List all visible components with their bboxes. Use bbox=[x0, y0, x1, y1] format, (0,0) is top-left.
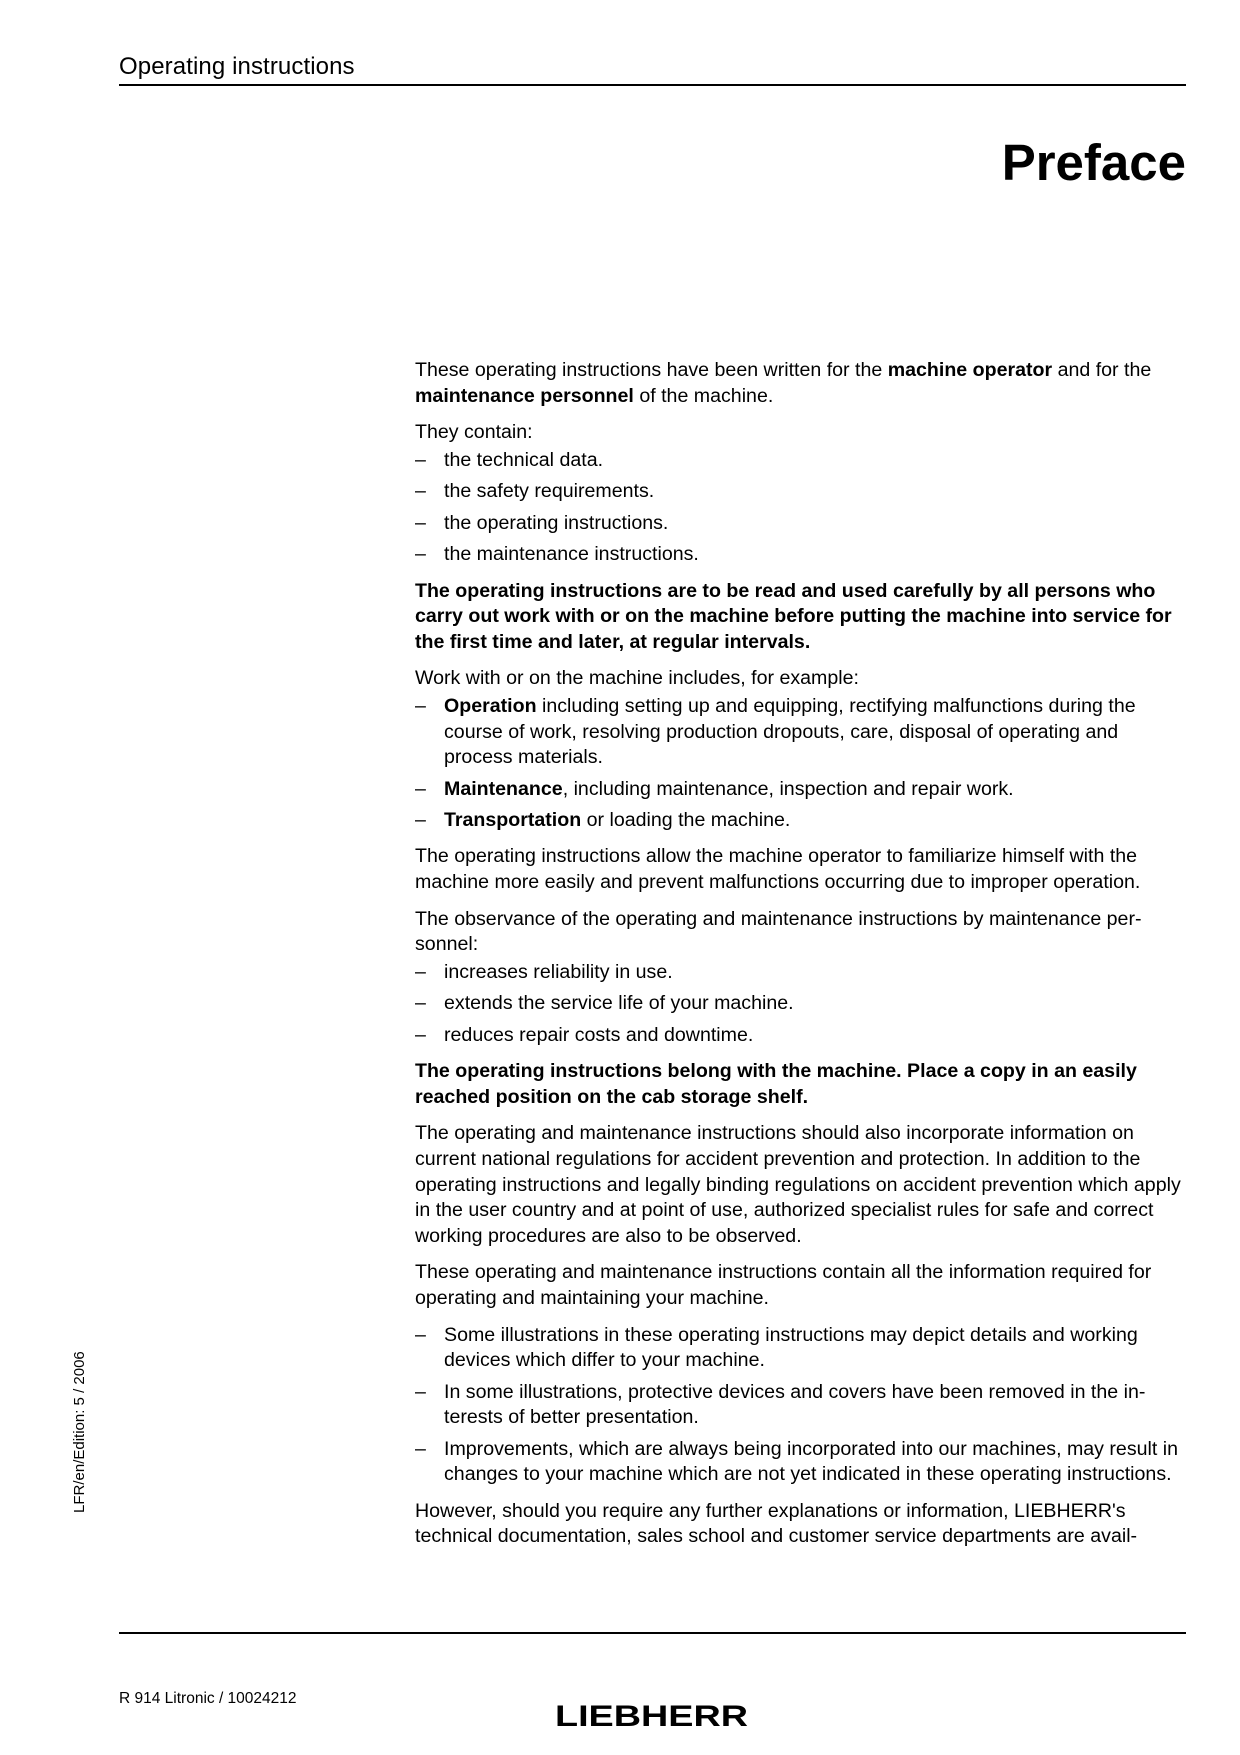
illustrations-list bbox=[415, 1323, 1190, 1488]
work-includes-lead: Work with or on the machine includes, for example: bbox=[415, 667, 859, 690]
document-id: R 914 Litronic / 10024212 bbox=[119, 1690, 297, 1707]
footer-rule bbox=[119, 1632, 1186, 1634]
information-paragraph: These operating and maintenance instructions contain all the information required for operating and maintaining your machine. bbox=[415, 1261, 1152, 1309]
regulations-paragraph: The operating and maintenance instructions should also incorporate information on current national regulations for accident prevention and protection. In addition to the operating instructions and legally binding regulations on accident prevention which apply in the user country and at point of use, authorized specialist rules for safe and correct working procedures are also to be observed. bbox=[415, 1122, 1181, 1247]
familiarize-paragraph: The operating instructions allow the machine operator to familiarize himself with the machine more easily and prevent malfunctions occurring due to improper operation. bbox=[415, 845, 1141, 894]
contents-list bbox=[415, 448, 1190, 568]
intro-paragraph: These operating instructions have been written for the machine operator and for the maintenance personnel of the machine. bbox=[415, 359, 1152, 407]
benefits-list bbox=[415, 960, 1190, 1048]
list-item: – Improvements, which are always being incorporated into our machines, may result in changes to your machine which are not yet indicated in these operating instructions. bbox=[415, 1437, 1179, 1486]
copy-placement-notice: The operating instructions belong with the machine. Place a copy in an easily reached position on the cab storage shelf. bbox=[415, 1060, 1137, 1108]
preface-body bbox=[415, 358, 1190, 1561]
page-title: Preface bbox=[1001, 134, 1186, 191]
read-carefully-notice: The operating instructions are to be read and used carefully by all persons who carry out work with or on the machine before putting the machine into service for the first time and later, at regular intervals. bbox=[415, 579, 1172, 653]
list-item: – the operating instructions. bbox=[415, 511, 669, 534]
list-item: – Transportation or loading the machine. bbox=[415, 808, 791, 831]
edition-note: LFR/en/Edition: 5 / 2006 bbox=[71, 1351, 88, 1513]
list-item: – reduces repair costs and downtime. bbox=[415, 1023, 754, 1046]
list-item: – Operation including setting up and equipping, rectifying malfunctions during the course of work, resolving production dropouts, care, disposal of operating and process materials. bbox=[415, 694, 1136, 769]
contents-lead: They contain: bbox=[415, 421, 533, 444]
observance-lead: The observance of the operating and maintenance instructions by maintenance personnel: bbox=[415, 907, 1142, 956]
liebherr-logo-icon bbox=[555, 1700, 750, 1732]
running-header: Operating instructions bbox=[119, 53, 355, 80]
header-rule bbox=[119, 84, 1186, 86]
list-item: – the safety requirements. bbox=[415, 480, 655, 503]
emphasis-machine-operator: machine operator bbox=[887, 359, 1053, 381]
list-item: – the maintenance instructions. bbox=[415, 542, 699, 565]
list-item: – extends the service life of your machine. bbox=[415, 992, 794, 1015]
emphasis-maintenance-personnel: maintenance personnel bbox=[415, 384, 634, 407]
list-item: – Maintenance, including maintenance, inspection and repair work. bbox=[415, 777, 1014, 800]
further-info-paragraph: However, should you require any further explanations or information, LIEBHERR's technical documentation, sales school and customer service departments are avail- bbox=[415, 1499, 1138, 1548]
logo-wordmark: LIEBHERR bbox=[555, 1700, 749, 1732]
list-item: – In some illustrations, protective devices and covers have been removed in the interests of better presentation. bbox=[415, 1380, 1146, 1429]
list-item: – Some illustrations in these operating instructions may depict details and working devices which differ to your machine. bbox=[415, 1323, 1138, 1372]
list-item: – the technical data. bbox=[415, 448, 604, 471]
work-list bbox=[415, 694, 1190, 834]
list-item: – increases reliability in use. bbox=[415, 960, 673, 983]
